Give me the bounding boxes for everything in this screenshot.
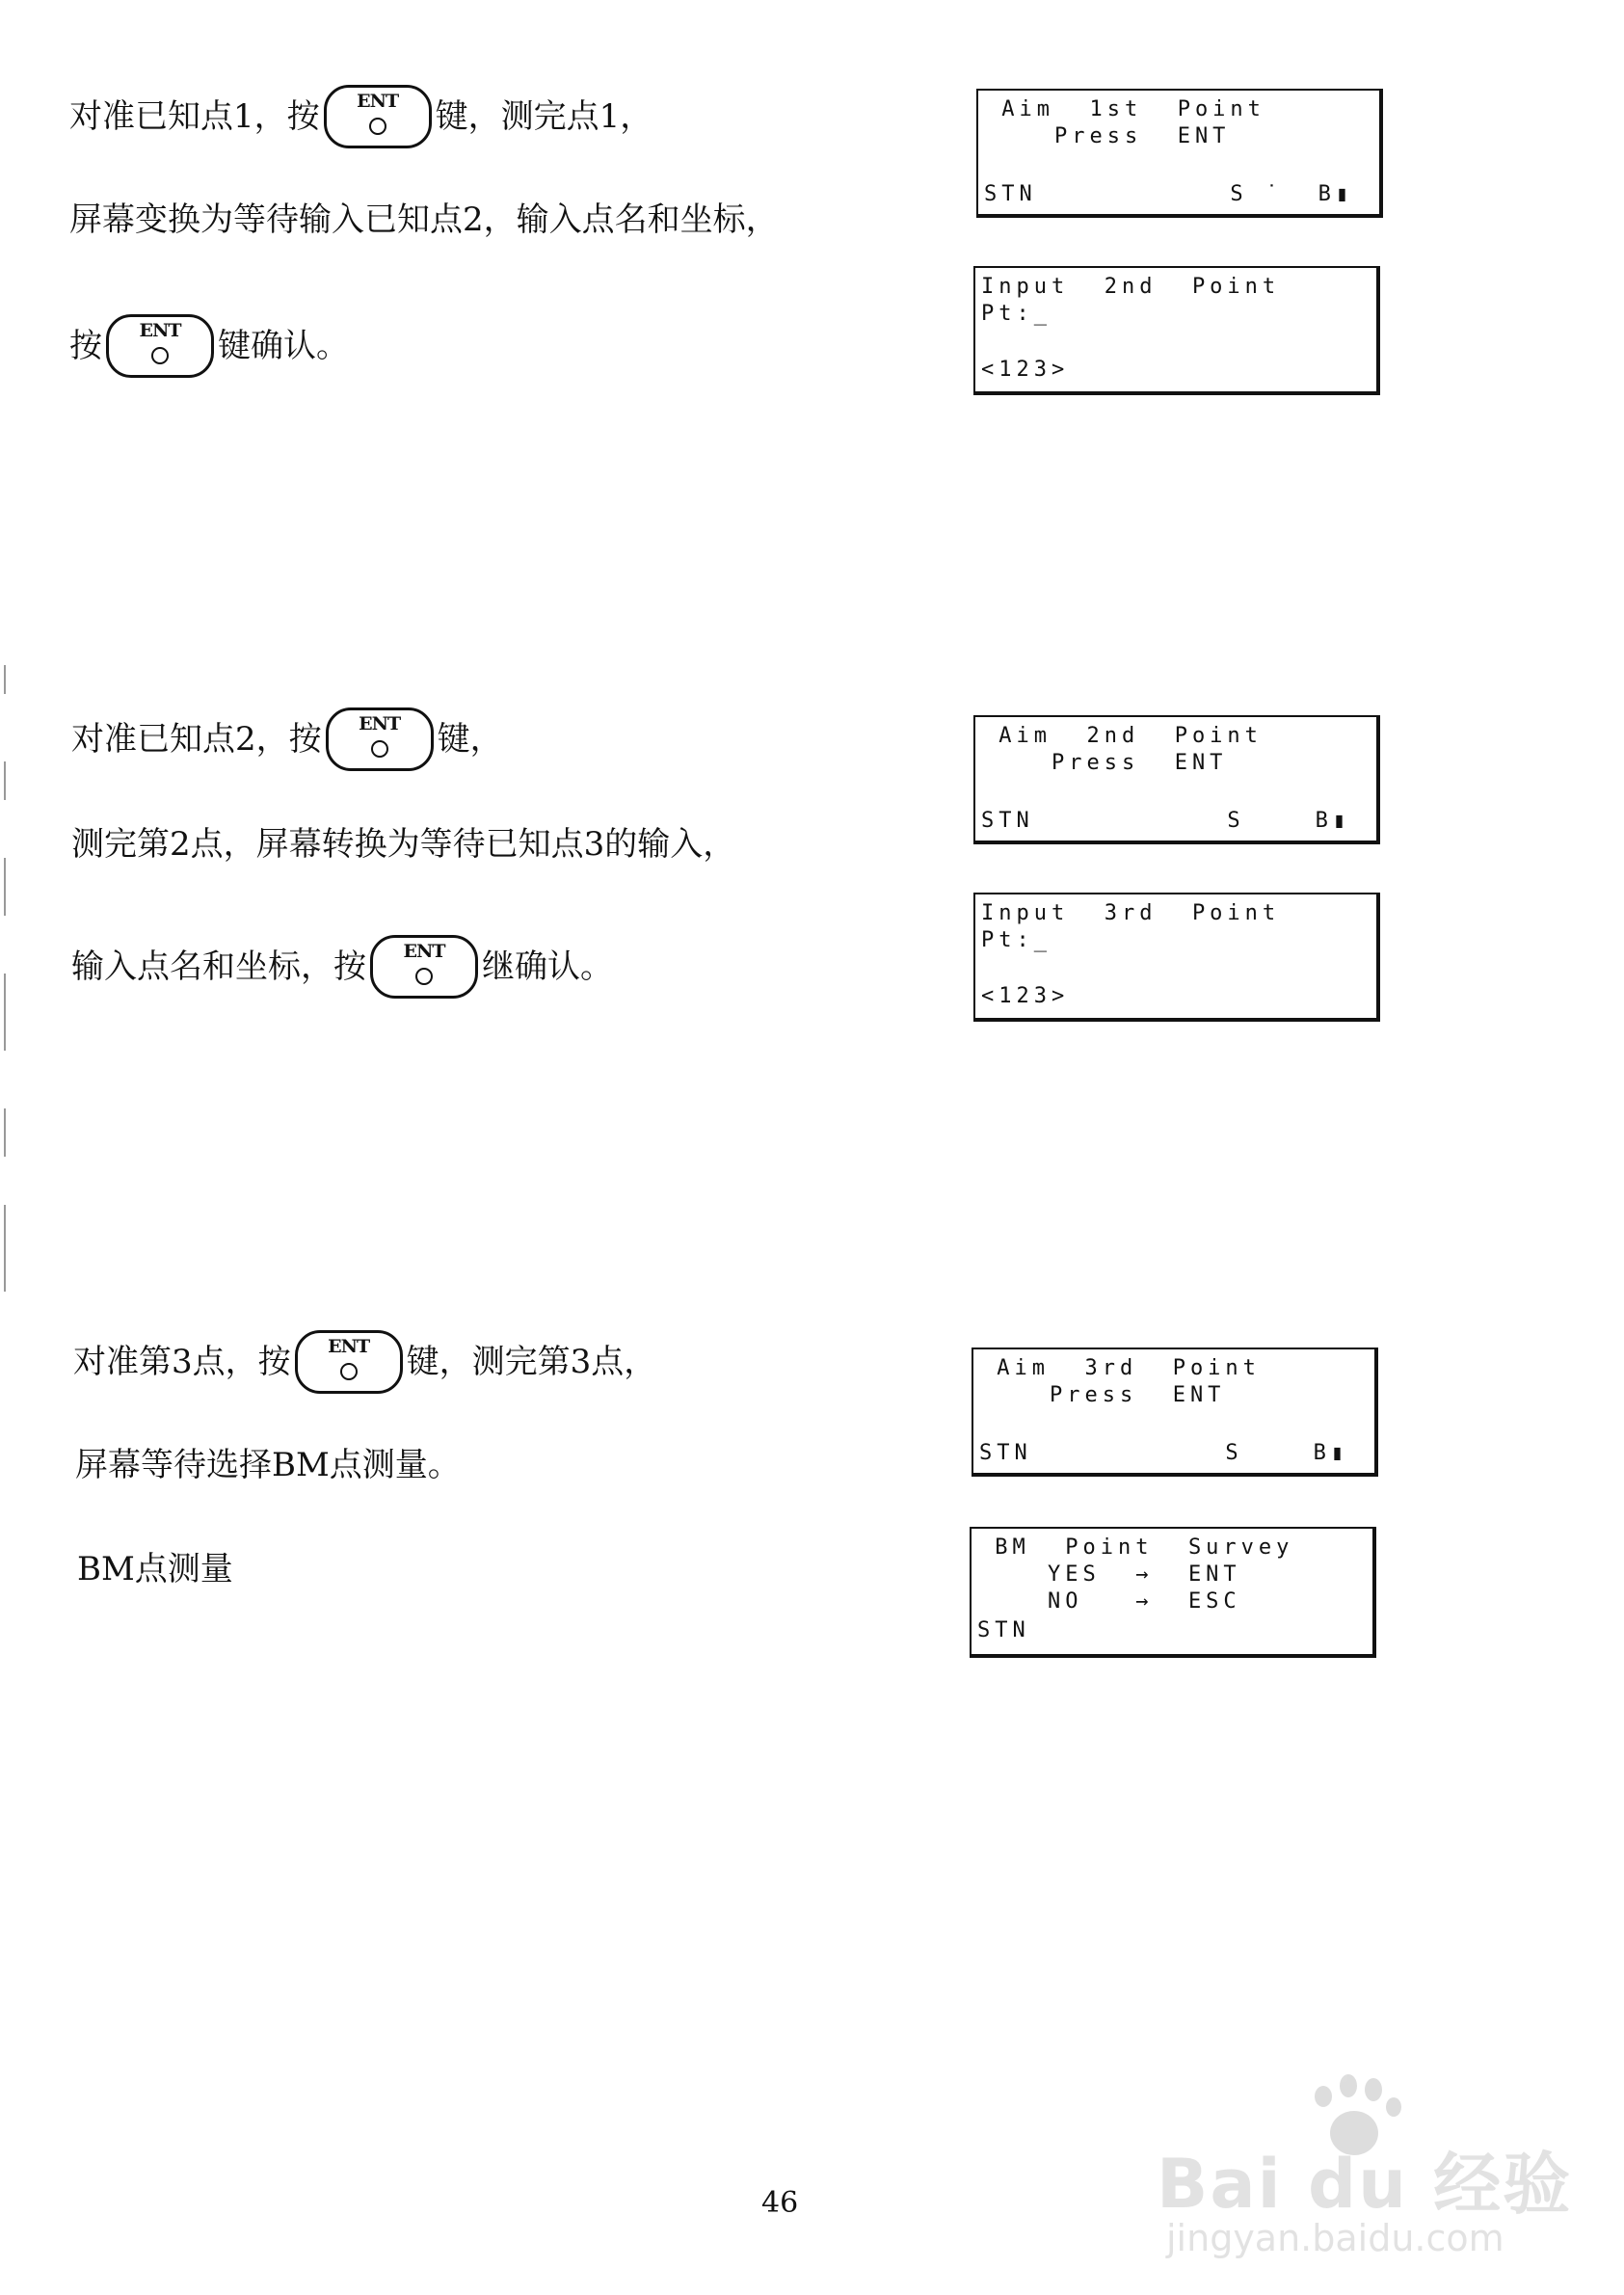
step1-line1-before: 对准已知点1，按 [69,97,320,136]
lcd-line3: STN S ˙ B▮ [984,182,1354,206]
lcd-line3: STN S B▮ [979,1441,1349,1465]
ent-key-label: ENT [403,941,445,962]
watermark-url: jingyan.baidu.com [1166,2217,1504,2259]
step2-line2: 测完第2点，屏幕转换为等待已知点3的输入， [71,825,736,864]
step3-line2: 屏幕等待选择BM点测量。 [75,1446,461,1484]
scan-margin-marks [4,665,8,1340]
baidu-jingyan-watermark [1157,2072,1581,2265]
step3-line1-after: 键，测完第3点， [406,1343,657,1381]
lcd-line1: Aim 1st Point [984,97,1265,121]
step2-line3-after: 继确认。 [482,947,613,986]
lcd-line2: YES → ENT [977,1562,1241,1587]
page-number: 46 [761,2186,799,2220]
lcd-line2: Pt:_ [981,302,1052,326]
lcd-line1: Aim 2nd Point [981,724,1263,748]
lcd-aim-2nd-point [973,715,1380,844]
lcd-line4: STN [977,1618,1030,1642]
ent-key-label: ENT [357,91,399,112]
lcd-line2: Press ENT [981,751,1228,775]
lcd-line3: <123> [981,358,1070,382]
lcd-input-3rd-point [973,893,1380,1022]
lcd-line2: Pt:_ [981,928,1052,952]
lcd-line1: Input 2nd Point [981,275,1281,299]
ent-key-icon [370,935,478,999]
step1-line3-before: 按 [69,327,102,365]
ent-key-icon [295,1330,403,1394]
ent-key-icon [326,707,434,771]
step3-line1 [73,1330,656,1394]
step1-line2: 屏幕变换为等待输入已知点2，输入点名和坐标， [69,200,779,239]
key-circle-icon [340,1363,358,1380]
lcd-line1: Input 3rd Point [981,901,1281,925]
key-circle-icon [371,740,388,758]
lcd-input-2nd-point [973,266,1380,395]
ent-key-label: ENT [359,713,401,734]
step1-line3 [69,314,349,378]
ent-key-label: ENT [139,320,181,341]
step2-line1-after: 键， [437,720,503,759]
lcd-line1: BM Point Survey [977,1535,1294,1560]
ent-key-icon [106,314,214,378]
key-circle-icon [369,118,386,135]
watermark-brand: Bai du 经验 [1157,2145,1573,2224]
step2-line1-before: 对准已知点2，按 [71,720,322,759]
key-circle-icon [415,968,433,985]
lcd-aim-3rd-point [972,1348,1378,1477]
ent-key-icon [324,85,432,148]
step2-line1 [71,707,503,771]
lcd-line2: Press ENT [984,124,1231,148]
step2-line3-before: 输入点名和坐标，按 [71,947,366,986]
step1-line1 [69,85,652,148]
ent-key-label: ENT [328,1336,370,1357]
step3-line1-before: 对准第3点，按 [73,1343,291,1381]
lcd-line3: <123> [981,984,1070,1008]
lcd-aim-1st-point [976,89,1383,218]
step1-line1-after: 键，测完点1， [435,97,653,136]
lcd-line1: Aim 3rd Point [979,1356,1261,1380]
key-circle-icon [151,347,169,364]
step1-line3-after: 键确认。 [218,327,349,365]
lcd-line3: NO → ESC [977,1589,1241,1614]
lcd-bm-point-survey [970,1527,1376,1658]
lcd-line2: Press ENT [979,1383,1226,1407]
lcd-line3: STN S B▮ [981,809,1351,833]
step2-line3 [71,935,613,999]
step3-line3: BM点测量 [77,1550,233,1588]
